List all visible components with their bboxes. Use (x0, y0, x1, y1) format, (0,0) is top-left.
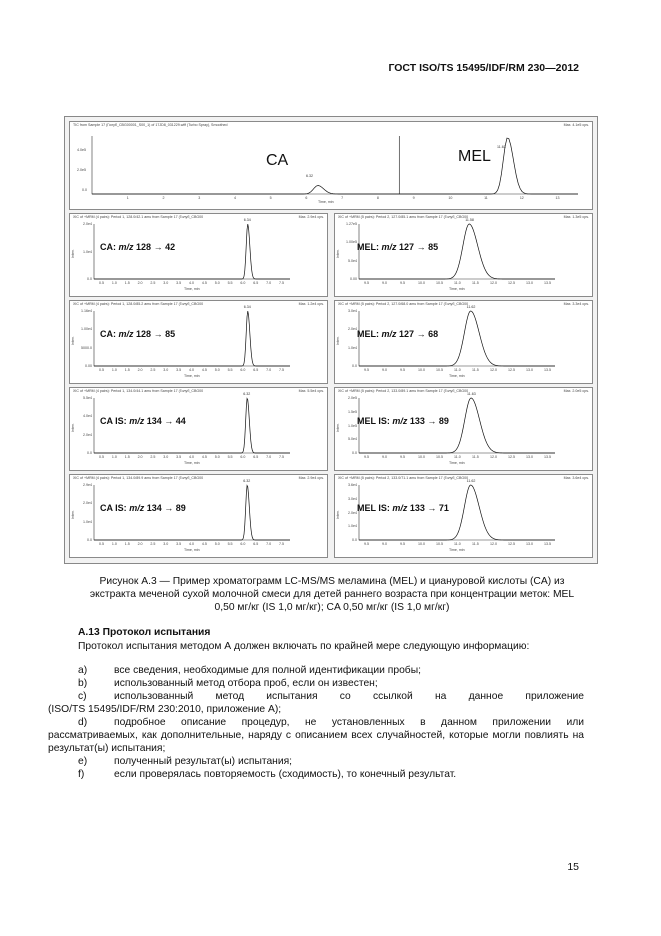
panel-max: Max. 2.9e4 cps. (298, 476, 324, 480)
x-tick: 5.5 (227, 455, 233, 459)
x-tick: 6.0 (240, 368, 246, 372)
x-tick: 11.5 (472, 542, 479, 546)
x-tick: 1.0 (111, 368, 117, 372)
x-tick: 7.5 (279, 368, 284, 372)
x-tick: 6.5 (253, 281, 259, 285)
x-tick: 2.0 (137, 368, 143, 372)
list-item-continuation: (ISO/TS 15495/IDF/RM 230:2010, приложение А); (48, 704, 282, 715)
chromatogram-plot (70, 214, 327, 296)
panel-title: XIC of +MRM (5 pairs): Period 2, 133.0/89.1 amu from Sample 17 (Голуб_CBG00 (338, 389, 469, 393)
x-tick: 1.5 (124, 368, 130, 372)
x-tick: 5.5 (227, 281, 233, 285)
section-intro: Протокол испытания методом А должен включать по крайней мере следующую информацию: (78, 641, 530, 652)
transition-label (100, 329, 175, 339)
x-tick: 5.0 (214, 281, 220, 285)
x-tick: 7.5 (279, 455, 284, 459)
list-item-continuation: рассматриваемых, как дополнительные, наряду с описанием всех случайностей, которые могли повлиять на результат(ы) испытания; (48, 730, 584, 754)
transition-values: 134 → 89 (146, 503, 186, 513)
xic-panel (334, 213, 593, 297)
y-axis-label: Inten. (336, 336, 340, 345)
transition-label (357, 329, 438, 339)
transition-mz: m/z (129, 416, 145, 426)
transition-values: 134 → 44 (146, 416, 186, 426)
transition-label (100, 503, 186, 513)
section-heading: А.13 Протокол испытания (78, 627, 211, 638)
panel-title: XIC of +MRM (4 pairs): Period 1, 134.0/44.1 amu from Sample 17 (Голуб_CBG00 (73, 389, 204, 393)
list-letter: a) (78, 665, 88, 676)
x-axis-label: Time, min (449, 374, 465, 378)
list-item: использованный метод отбора проб, если он известен; (114, 678, 378, 689)
x-tick: 1.5 (124, 455, 130, 459)
compound-label-ca: CA (266, 152, 289, 169)
x-tick: 2.5 (150, 281, 156, 285)
x-tick: 1 (126, 196, 129, 200)
panel-title: XIC of +MRM (5 pairs): Period 2, 127.0/68.0 amu from Sample 17 (Голуб_CBG00 (338, 302, 469, 306)
y-tick: 2.0e4 (83, 501, 92, 506)
x-axis-label: Time, min (184, 548, 200, 552)
x-tick: 4.0 (189, 368, 194, 372)
panel-title: XIC of +MRM (4 pairs): Period 1, 128.0/85.2 amu from Sample 17 (Голуб_CBG00 (73, 302, 204, 306)
xic-panel (69, 300, 328, 384)
chromatogram-figure (64, 116, 598, 564)
transition-label (100, 242, 175, 252)
x-tick: 5.0 (214, 455, 220, 459)
x-tick: 7.5 (279, 281, 284, 285)
y-tick: 0.0 (352, 538, 357, 542)
x-tick: 2.5 (150, 455, 156, 459)
transition-values: 128 → 42 (136, 242, 176, 252)
x-tick: 1.0 (111, 281, 117, 285)
x-tick: 1.0 (111, 455, 117, 459)
x-tick: 3.0 (163, 542, 169, 546)
x-tick: 5.0 (214, 368, 220, 372)
transition-prefix: MEL: (357, 329, 379, 339)
y-axis-label: Inten. (336, 423, 340, 432)
x-tick: 12.0 (490, 281, 497, 285)
x-tick: 6.5 (253, 542, 259, 546)
peak-label: 6.34 (243, 305, 251, 309)
x-tick: 3.5 (176, 281, 182, 285)
list-letter: d) (78, 717, 88, 728)
figure-caption (48, 575, 616, 614)
page-number: 15 (567, 861, 579, 873)
x-tick: 13.5 (544, 368, 551, 372)
x-tick: 13.0 (526, 542, 533, 546)
y-tick: 0.00 (85, 364, 92, 368)
y-tick: 2.0e4 (348, 510, 357, 515)
x-tick: 3 (198, 196, 201, 200)
transition-prefix: MEL: (357, 242, 379, 252)
xic-panel (69, 213, 328, 297)
x-tick: 11.5 (472, 281, 479, 285)
x-tick: 9.5 (364, 368, 369, 372)
peak-label: 6.32 (243, 479, 251, 483)
x-tick: 1.0 (111, 542, 117, 546)
y-tick: 2.0e5 (77, 168, 86, 172)
xic-panel (334, 474, 593, 558)
x-tick: 13.0 (526, 368, 533, 372)
y-tick: 3.0e4 (348, 309, 357, 313)
y-tick: 2.0e4 (83, 222, 92, 226)
y-tick: 4.0e4 (83, 414, 92, 419)
x-tick: 6 (305, 196, 308, 200)
y-tick: 1.5e5 (348, 409, 357, 414)
x-tick: 9.0 (382, 368, 387, 372)
transition-values: 133 → 71 (409, 503, 449, 513)
chromatogram-plot (335, 301, 592, 383)
x-tick: 4.0 (189, 455, 194, 459)
panel-title: XIC of +MRM (4 pairs): Period 1, 134.0/89.9 amu from Sample 17 (Голуб_CBG00 (73, 476, 204, 480)
caption-line: Рисунок А.3 — Пример хроматограмм LC-MS/MS меламина (MEL) и циануровой кислоты (CA) из (99, 576, 565, 587)
caption-line: 0,50 мг/кг (IS 1,0 мг/кг); CA 0,50 мг/кг (IS 1,0 мг/кг) (214, 602, 450, 613)
x-tick: 0.5 (99, 542, 104, 546)
transition-values: 127 → 85 (399, 242, 439, 252)
y-tick: 2.0e5 (348, 396, 357, 400)
panel-max: Max. 5.5e4 cps. (298, 389, 324, 393)
peak-label-mel: 11.63 (497, 145, 506, 149)
y-tick: 3.0e4 (348, 496, 357, 501)
x-tick: 4.5 (201, 455, 207, 459)
x-tick: 13 (555, 196, 560, 200)
x-tick: 4.5 (201, 542, 207, 546)
x-axis-label: Time, min (449, 287, 465, 291)
x-axis-label: Time, min (184, 287, 200, 291)
y-tick: 0.0 (352, 451, 357, 455)
y-axis-label: Inten. (71, 510, 75, 519)
x-tick: 9.5 (400, 368, 405, 372)
x-tick: 8 (376, 196, 379, 200)
y-tick: 0.0 (87, 538, 92, 542)
x-tick: 5.5 (227, 368, 233, 372)
list-item: полученный результат(ы) испытания; (114, 756, 293, 767)
x-tick: 12.0 (490, 368, 497, 372)
transition-label (100, 416, 186, 426)
x-tick: 7 (341, 196, 344, 200)
x-tick: 1.5 (124, 281, 130, 285)
y-tick: 2.0e4 (348, 327, 357, 332)
transition-values: 127 → 68 (399, 329, 439, 339)
y-tick: 1.0e4 (348, 524, 357, 529)
y-axis-label: Inten. (71, 423, 75, 432)
transition-mz: m/z (381, 329, 397, 339)
x-tick: 13.5 (544, 455, 551, 459)
transition-prefix: CA IS: (100, 503, 127, 513)
x-tick: 11.0 (454, 281, 461, 285)
x-tick: 9.0 (382, 455, 387, 459)
y-tick: 4.0e5 (77, 148, 86, 152)
x-tick: 10.0 (418, 368, 425, 372)
x-axis-label: Time, min (449, 548, 465, 552)
x-tick: 3.5 (176, 542, 182, 546)
x-tick: 12 (519, 196, 524, 200)
x-tick: 10 (448, 196, 453, 200)
x-tick: 9.5 (400, 542, 405, 546)
x-tick: 3.0 (163, 455, 169, 459)
x-tick: 10.5 (436, 455, 443, 459)
list-letter: c) (78, 691, 87, 702)
x-tick: 12.0 (490, 542, 497, 546)
x-tick: 7.0 (266, 368, 272, 372)
panel-max: Max. 3.3e4 cps. (563, 302, 589, 306)
y-tick: 0.0 (82, 188, 87, 192)
x-tick: 4.0 (189, 281, 194, 285)
transition-values: 133 → 89 (409, 416, 449, 426)
panel-title: TIC from Sample 17 (Голуб_CBG00001_S00_1) of 17JD8_031229.wiff (Turbo Spray), Smoothed (73, 123, 228, 127)
list-item: если проверялась повторяемость (сходимость), то конечный результат. (114, 769, 457, 780)
x-tick: 7.0 (266, 542, 272, 546)
x-tick: 2.5 (150, 542, 156, 546)
x-tick: 10.0 (418, 455, 425, 459)
x-tick: 12.5 (508, 368, 515, 372)
caption-line: экстракта меченой сухой молочной смеси для детей раннего возраста при концентрации меток: MEL (89, 589, 575, 600)
transition-prefix: MEL IS: (357, 416, 390, 426)
chromatogram-plot (335, 388, 592, 470)
y-tick: 1.00e5 (346, 240, 357, 245)
x-tick: 0.5 (99, 368, 104, 372)
chromatogram-plot (335, 214, 592, 296)
x-tick: 13.5 (544, 542, 551, 546)
x-tick: 12.5 (508, 281, 515, 285)
chromatogram-plot (70, 388, 327, 470)
transition-mz: m/z (392, 503, 408, 513)
y-tick: 2.0e4 (83, 432, 92, 437)
transition-label (357, 416, 449, 426)
x-tick: 11.0 (454, 542, 461, 546)
x-tick: 4.5 (201, 281, 207, 285)
transition-prefix: CA IS: (100, 416, 127, 426)
y-tick: 0.0 (352, 364, 357, 368)
x-tick: 10.5 (436, 542, 443, 546)
transition-mz: m/z (381, 242, 397, 252)
panel-max: Max. 1.2e4 cps. (298, 302, 324, 306)
transition-prefix: MEL IS: (357, 503, 390, 513)
panel-max: Max. 2.9e4 cps. (298, 215, 324, 219)
panel-max: Max. 3.6e4 cps. (563, 476, 589, 480)
y-tick: 0.0 (87, 277, 92, 281)
y-axis-label: Inten. (71, 249, 75, 258)
transition-mz: m/z (118, 329, 134, 339)
xic-panel (69, 387, 328, 471)
transition-mz: m/z (129, 503, 145, 513)
x-tick: 9.5 (364, 281, 369, 285)
tic-panel (69, 121, 593, 210)
y-tick: 5000.0 (81, 345, 92, 350)
y-tick: 0.00 (350, 277, 357, 281)
x-tick: 10.5 (436, 281, 443, 285)
chromatogram-plot (70, 475, 327, 557)
x-tick: 7.0 (266, 281, 272, 285)
transition-label (357, 242, 438, 252)
x-tick: 2.0 (137, 281, 143, 285)
x-tick: 13.0 (526, 281, 533, 285)
y-tick: 0.0 (87, 451, 92, 455)
list-item: подробное описание процедур, не установленных в данном приложении или (114, 717, 584, 728)
list-letter: e) (78, 756, 88, 767)
x-tick: 11 (484, 196, 488, 200)
xic-panel (334, 300, 593, 384)
x-tick: 6.0 (240, 281, 246, 285)
y-tick: 1.16e4 (81, 309, 92, 313)
chromatogram-plot (70, 301, 327, 383)
panel-max: Max. 4.1e5 cps. (563, 123, 589, 127)
y-tick: 3.6e4 (348, 483, 357, 487)
x-tick: 11.0 (454, 455, 461, 459)
y-axis-label: Inten. (336, 510, 340, 519)
y-tick: 5.0e4 (348, 258, 357, 263)
peak-label: 11.63 (467, 392, 476, 396)
list-letter: f) (78, 769, 85, 780)
x-tick: 12.5 (508, 455, 515, 459)
x-tick: 1.5 (124, 542, 130, 546)
x-tick: 0.5 (99, 281, 104, 285)
panel-max: Max. 2.0e5 cps. (563, 389, 589, 393)
x-tick: 2 (162, 196, 165, 200)
x-tick: 12.0 (490, 455, 497, 459)
compound-label-mel: MEL (458, 148, 491, 165)
x-tick: 4.0 (189, 542, 194, 546)
x-tick: 13.0 (526, 455, 533, 459)
x-tick: 6.5 (253, 368, 259, 372)
x-tick: 9.0 (382, 542, 387, 546)
x-tick: 4 (233, 196, 236, 200)
x-tick: 9.5 (364, 455, 369, 459)
x-tick: 9 (412, 196, 415, 200)
x-tick: 7.5 (279, 542, 284, 546)
peak-label: 11.62 (466, 305, 476, 309)
x-tick: 2.0 (137, 455, 143, 459)
page-header: ГОСТ ISO/TS 15495/IDF/RM 230—2012 (388, 62, 579, 74)
x-tick: 9.5 (400, 281, 405, 285)
x-tick: 9.5 (364, 542, 369, 546)
x-axis-label: Time, min (449, 461, 465, 465)
x-tick: 9.5 (400, 455, 405, 459)
transition-mz: m/z (392, 416, 408, 426)
x-tick: 9.0 (382, 281, 387, 285)
panel-title: XIC of +MRM (4 pairs): Period 1, 128.0/42.1 amu from Sample 17 (Голуб_CBG00 (73, 215, 204, 219)
peak-label: 6.32 (243, 392, 251, 396)
x-axis-label: Time, min (184, 461, 200, 465)
list-item: все сведения, необходимые для полной идентификации пробы; (114, 665, 421, 676)
xic-panel (334, 387, 593, 471)
x-tick: 12.5 (508, 542, 515, 546)
x-axis-label: Time, min (184, 374, 200, 378)
x-tick: 0.5 (99, 455, 104, 459)
x-tick: 11.5 (472, 368, 479, 372)
panel-title: XIC of +MRM (5 pairs): Period 2, 127.0/85.1 amu from Sample 17 (Голуб_CBG00 (338, 215, 469, 219)
peak-label-ca: 6.32 (306, 174, 313, 178)
transition-values: 128 → 85 (136, 329, 176, 339)
chromatogram-plot (335, 475, 592, 557)
peak-label: 11.58 (465, 218, 474, 222)
panel-title: XIC of +MRM (5 pairs): Period 2, 133.0/71.1 amu from Sample 17 (Голуб_CBG00 (338, 476, 469, 480)
x-tick: 6.0 (240, 455, 246, 459)
list-letter: b) (78, 678, 88, 689)
y-tick: 1.00e4 (81, 327, 92, 332)
transition-label (357, 503, 449, 513)
x-tick: 3.0 (163, 368, 169, 372)
x-tick: 3.5 (176, 455, 182, 459)
x-tick: 11.0 (454, 368, 461, 372)
y-axis-label: Inten. (336, 249, 340, 258)
y-axis-label: Inten. (71, 336, 75, 345)
panel-max: Max. 1.3e5 cps. (563, 215, 589, 219)
xic-panel (69, 474, 328, 558)
transition-mz: m/z (118, 242, 134, 252)
x-tick: 4.5 (201, 368, 207, 372)
peak-label: 11.62 (466, 479, 476, 483)
list-item: использованный метод испытания со ссылкой на данное приложение (114, 691, 584, 702)
x-tick: 10.5 (436, 368, 443, 372)
y-tick: 5.0e4 (348, 437, 357, 442)
y-tick: 5.5e4 (83, 396, 92, 400)
x-tick: 5.0 (214, 542, 220, 546)
x-tick: 6.0 (240, 542, 246, 546)
x-tick: 6.5 (253, 455, 259, 459)
x-tick: 3.5 (176, 368, 182, 372)
y-tick: 1.27e5 (346, 222, 357, 226)
y-tick: 2.9e4 (83, 483, 92, 487)
x-tick: 5 (269, 196, 272, 200)
x-tick: 3.0 (163, 281, 169, 285)
x-tick: 10.0 (418, 542, 425, 546)
y-tick: 1.0e5 (348, 423, 357, 428)
x-tick: 13.5 (544, 281, 551, 285)
peak-label: 6.34 (243, 218, 251, 222)
transition-prefix: CA: (100, 242, 116, 252)
y-tick: 1.0e4 (83, 249, 92, 254)
x-tick: 2.0 (137, 542, 143, 546)
y-tick: 1.0e4 (348, 345, 357, 350)
tic-plot (70, 122, 592, 209)
transition-prefix: CA: (100, 329, 116, 339)
x-tick: 11.5 (472, 455, 479, 459)
x-tick: 10.0 (418, 281, 425, 285)
x-axis-label: Time, min (318, 200, 334, 204)
x-tick: 2.5 (150, 368, 156, 372)
x-tick: 7.0 (266, 455, 272, 459)
y-tick: 1.0e4 (83, 519, 92, 524)
x-tick: 5.5 (227, 542, 233, 546)
